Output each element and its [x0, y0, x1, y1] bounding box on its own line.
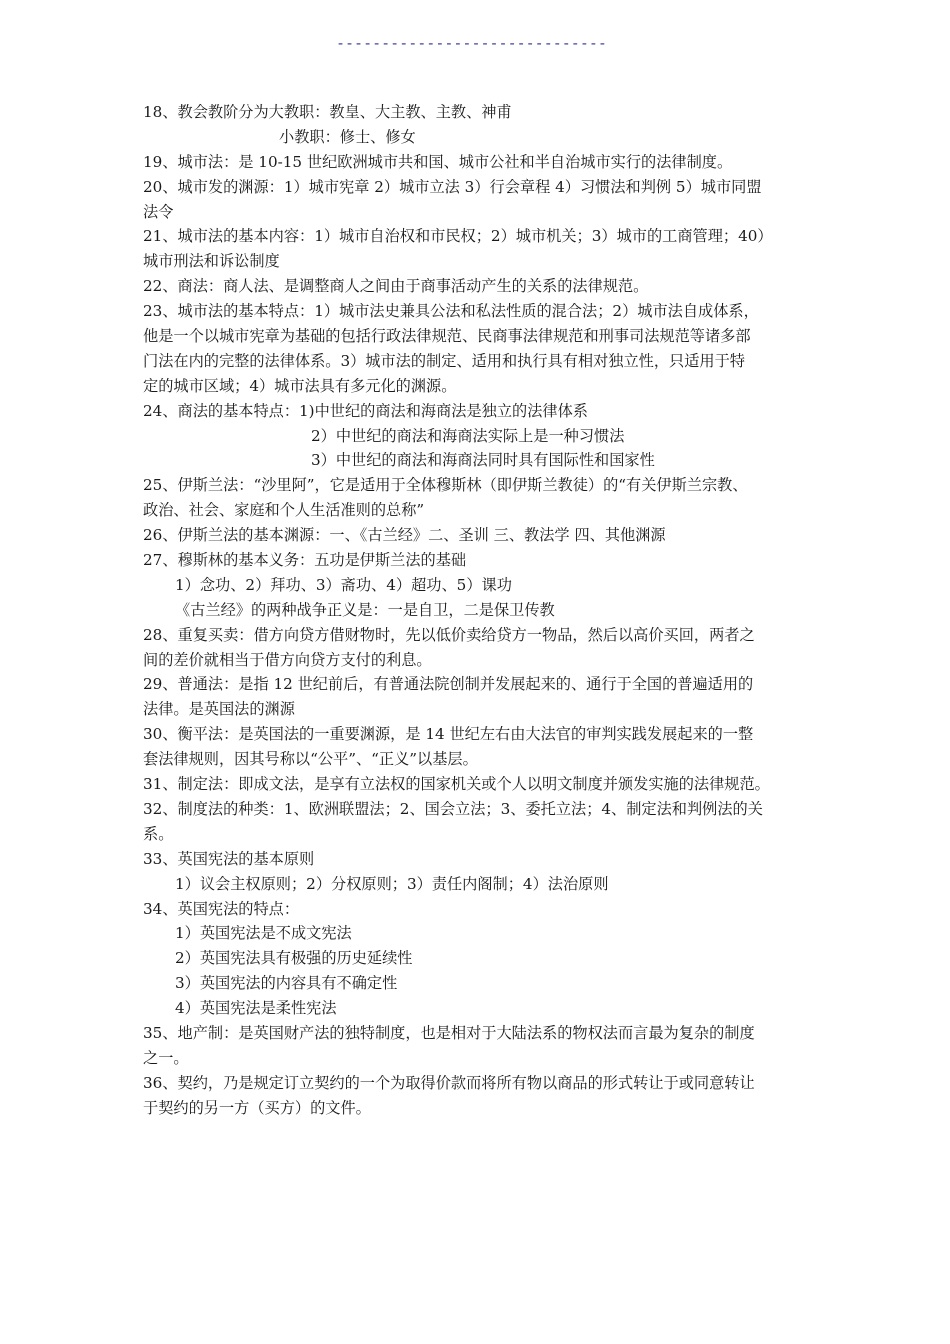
text-line: 26、伊斯兰法的基本渊源：一、《古兰经》二、圣训 三、教法学 四、其他渊源	[143, 526, 666, 545]
text-line: 门法在内的完整的法律体系。3）城市法的制定、适用和执行具有相对独立性，只适用于特	[143, 351, 745, 370]
text-line: 18、教会教阶分为大教职：教皇、大主教、主教、神甫	[143, 103, 512, 121]
text-line: 3）英国宪法的内容具有不确定性	[175, 974, 398, 993]
text-line: 于契约的另一方（买方）的文件。	[143, 1098, 371, 1117]
text-line: 定的城市区域；4）城市法具有多元化的渊源。	[143, 376, 457, 395]
text-line: 《古兰经》的两种战争正义是：一是自卫，二是保卫传教	[175, 600, 555, 619]
text-line: 2）英国宪法具有极强的历史延续性	[175, 949, 413, 968]
text-line: 31、制定法：即成文法，是享有立法权的国家机关或个人以明文制度并颁发实施的法律规范。	[143, 775, 770, 794]
text-line: 27、穆斯林的基本义务：五功是伊斯兰法的基础	[143, 551, 467, 570]
text-line: 之一。	[143, 1048, 189, 1067]
text-line: 24、商法的基本特点：1)中世纪的商法和海商法是独立的法律体系	[143, 401, 588, 420]
text-line: 城市刑法和诉讼制度	[143, 252, 280, 271]
text-line: 21、城市法的基本内容：1）城市自治权和市民权；2）城市机关；3）城市的工商管理；40）	[143, 227, 773, 246]
text-line: 间的差价就相当于借方向贷方支付的利息。	[143, 650, 432, 669]
text-line: 29、普通法：是指 12 世纪前后，有普通法院创制并发展起来的、通行于全国的普遍适用的	[143, 675, 754, 694]
text-line: 35、地产制：是英国财产法的独特制度，也是相对于大陆法系的物权法而言最为复杂的制度	[143, 1023, 755, 1042]
text-line: 23、城市法的基本特点：1）城市法史兼具公法和私法性质的混合法；2）城市法自成体系，	[143, 302, 759, 321]
text-line: 法律。是英国法的渊源	[143, 700, 295, 719]
text-line: 30、衡平法：是英国法的一重要渊源，是 14 世纪左右由大法官的审判实践发展起来的一整	[143, 725, 754, 744]
text-line: 22、商法：商人法、是调整商人之间由于商事活动产生的关系的法律规范。	[143, 277, 649, 296]
text-line: 1）念功、2）拜功、3）斋功、4）超功、5）课功	[175, 575, 512, 594]
text-line: 政治、社会、家庭和个人生活准则的总称”	[143, 501, 425, 520]
text-line: 小教职：修士、修女	[279, 127, 416, 146]
text-line: 系。	[143, 824, 174, 843]
text-line: 33、英国宪法的基本原则	[143, 849, 315, 868]
text-line: 法令	[143, 202, 174, 221]
text-line: 36、契约，乃是规定订立契约的一个为取得价款而将所有物以商品的形式转让于或同意转让	[143, 1073, 755, 1092]
text-line: 1）英国宪法是不成文宪法	[175, 924, 352, 943]
text-line: 3）中世纪的商法和海商法同时具有国际性和国家性	[311, 451, 655, 470]
text-line: 20、城市发的渊源：1）城市宪章 2）城市立法 3）行会章程 4）习惯法和判例 5）城市同盟	[143, 177, 762, 196]
text-line: 25、伊斯兰法：“沙里阿”，它是适用于全体穆斯林（即伊斯兰教徒）的“有关伊斯兰宗教、	[143, 476, 748, 495]
text-line: 套法律规则，因其号称以“公平”、“正义”以基层。	[143, 750, 478, 769]
text-line: 他是一个以城市宪章为基础的包括行政法律规范、民商事法律规范和刑事司法规范等诸多部	[143, 327, 751, 346]
text-line: 34、英国宪法的特点：	[143, 899, 300, 918]
text-line: 1）议会主权原则；2）分权原则；3）责任内阁制；4）法治原则	[175, 874, 609, 893]
text-line: 28、重复买卖：借方向贷方借财物时，先以低价卖给贷方一物品，然后以高价买回，两者之	[143, 625, 755, 644]
text-line: 32、制度法的种类：1、欧洲联盟法；2、国会立法；3、委托立法；4、制定法和判例法的关	[143, 799, 763, 818]
text-line: 19、城市法：是 10-15 世纪欧洲城市共和国、城市公社和半自治城市实行的法律制度。	[143, 152, 733, 171]
document-body	[143, 100, 823, 1121]
text-line: 2）中世纪的商法和海商法实际上是一种习惯法	[311, 426, 625, 445]
text-line: 4）英国宪法是柔性宪法	[175, 999, 337, 1018]
header-dashed-rule: ------------------------------	[336, 36, 607, 50]
